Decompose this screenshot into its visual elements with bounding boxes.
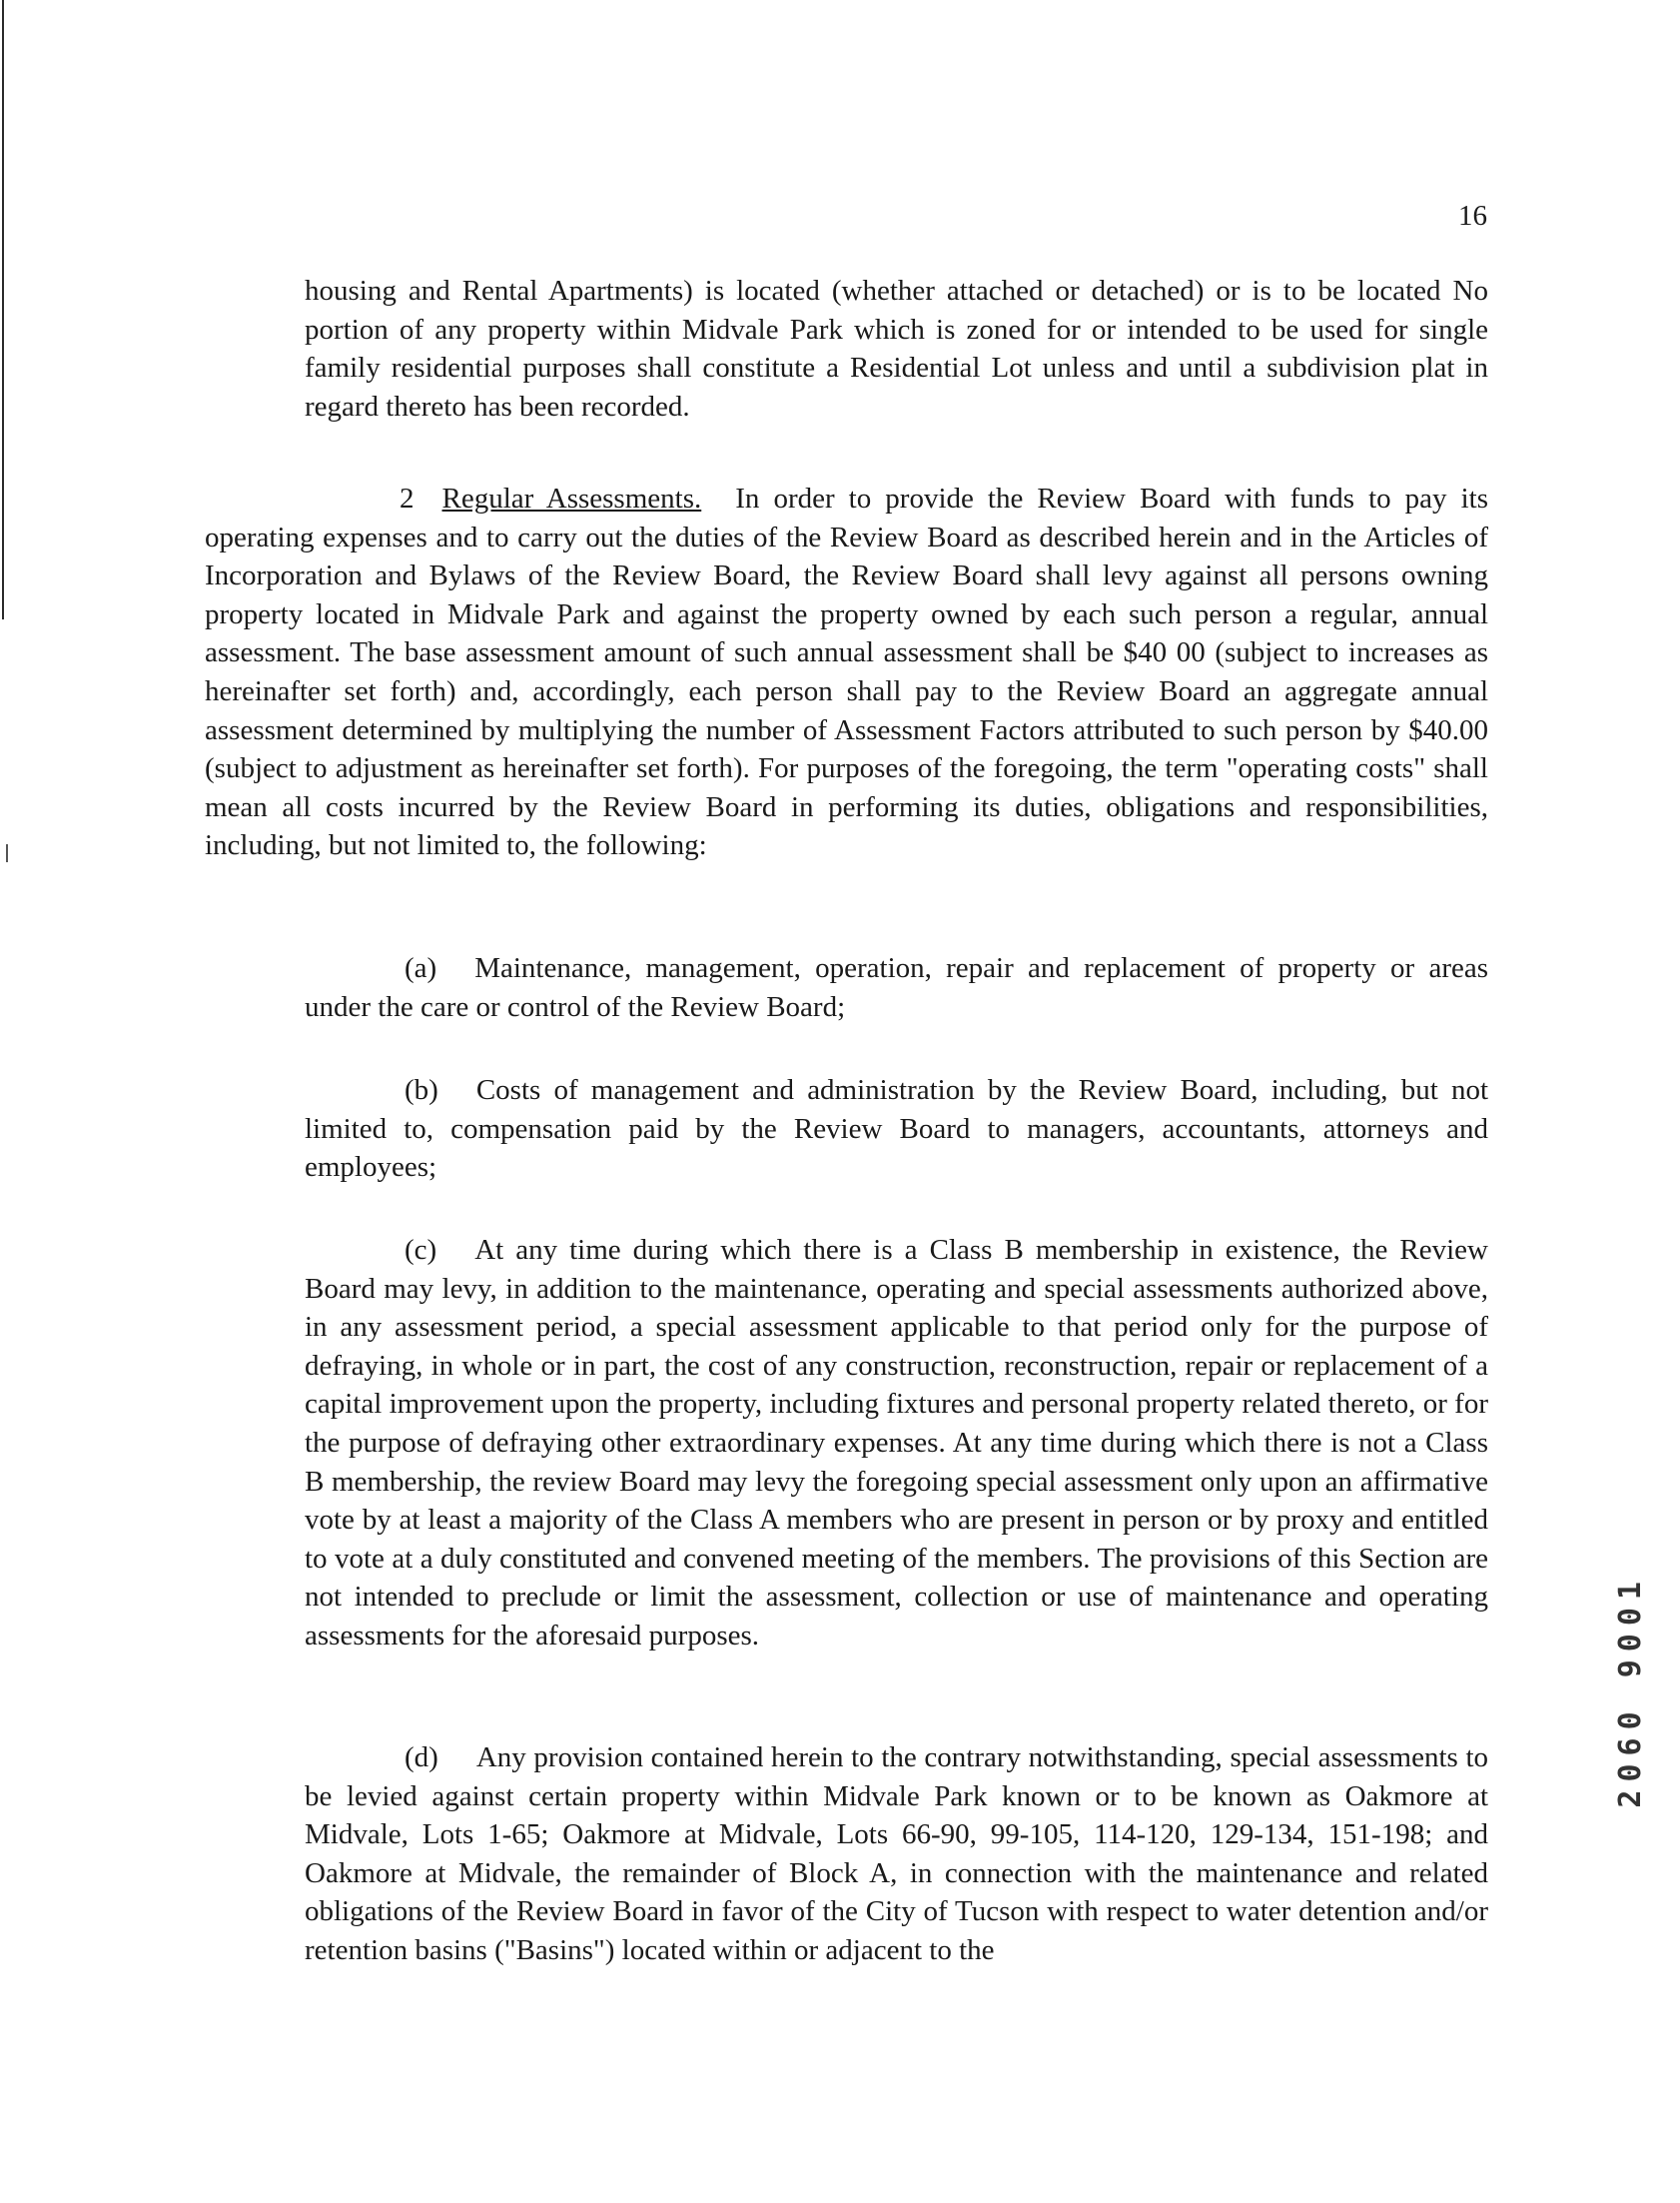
paragraph-continuation: housing and Rental Apartments) is located (whether attached or detached) or is to be located No portion of any property within Midvale Park which is zoned for or intended to be used for single family residential purposes shall constitute a Residential Lot unless and until a subdivision plat in regard thereto has been recorded. — [305, 275, 1488, 423]
item-b-text: Costs of management and administration by the Review Board, including, but not limited to, compensation paid by the Review Board to managers, accountants, attorneys and employees; — [305, 1074, 1488, 1184]
item-c-label: (c) — [405, 1234, 437, 1266]
item-b-label: (b) — [405, 1074, 438, 1106]
item-a-text: Maintenance, management, operation, repair and replacement of property or areas under the care or control of the Review Board; — [305, 952, 1488, 1023]
list-item-c — [305, 1231, 1488, 1655]
item-a-label: (a) — [405, 952, 437, 984]
list-item-a — [305, 949, 1488, 1026]
section-2-text: In order to provide the Review Board with funds to pay its operating expenses and to carry out the duties of the Review Board as described herein and in the Articles of Incorporation and Bylaws of the Review Board, the Review Board shall levy against all persons owning property located in Midvale Park and against the property owned by each such person a regular, annual assessment. The base assessment amount of such annual assessment shall be $40 00 (subject to increases as hereinafter set forth) and, accordingly, each person shall pay to the Review Board an aggregate annual assessment determined by multiplying the number of Assessment Factors attributed to such person by $40.00 (subject to adjustment as hereinafter set forth). For purposes of the foregoing, the term "operating costs" shall mean all costs incurred by the Review Board in performing its duties, obligations and responsibilities, including, but not limited to, the following: — [205, 483, 1488, 862]
section-2-paragraph — [205, 480, 1488, 865]
item-d-text: Any provision contained herein to the contrary notwithstanding, special assessments to be levied against certain property within Midvale Park known or to be known as Oakmore at Midvale, Lots 1-65; Oakmore at Midvale, Lots 66-90, 99-105, 114-120, 129-134, 151-198; and Oakmore at Midvale, the remainder of Block A, in connection with the maintenance and related obligations of the Review Board in favor of the City of Tucson with respect to water detention and/or retention basins ("Basins") located within or adjacent to the — [305, 1741, 1488, 1966]
recording-stamp: 2060 9001 — [1613, 1574, 1648, 1808]
list-item-d — [305, 1738, 1488, 1970]
scan-edge-line — [2, 0, 4, 619]
section-heading: Regular Assessments. — [441, 483, 702, 515]
list-item-b — [305, 1071, 1488, 1187]
item-c-text: At any time during which there is a Class B membership in existence, the Review Board may levy, in addition to the maintenance, operating and special assessments authorized above, in any assessment period, a special assessment applicable to that period only for the purpose of defraying, in whole or in part, the cost of any construction, reconstruction, repair or replacement of a capital improvement upon the property, including fixtures and personal property related thereto, or for the purpose of defraying other extraordinary expenses. At any time during which there is not a Class B membership, the review Board may levy the foregoing special assessment only upon an affirmative vote by at least a majority of the Class A members who are present in person or by proxy and entitled to vote at a duly constituted and convened meeting of the members. The provisions of this Section are not intended to preclude or limit the assessment, collection or use of maintenance and operating assessments for the aforesaid purposes. — [305, 1234, 1488, 1652]
page-number: 16 — [1458, 200, 1487, 232]
item-d-label: (d) — [405, 1741, 438, 1773]
section-number: 2 — [400, 483, 415, 515]
scan-mark — [6, 844, 8, 862]
